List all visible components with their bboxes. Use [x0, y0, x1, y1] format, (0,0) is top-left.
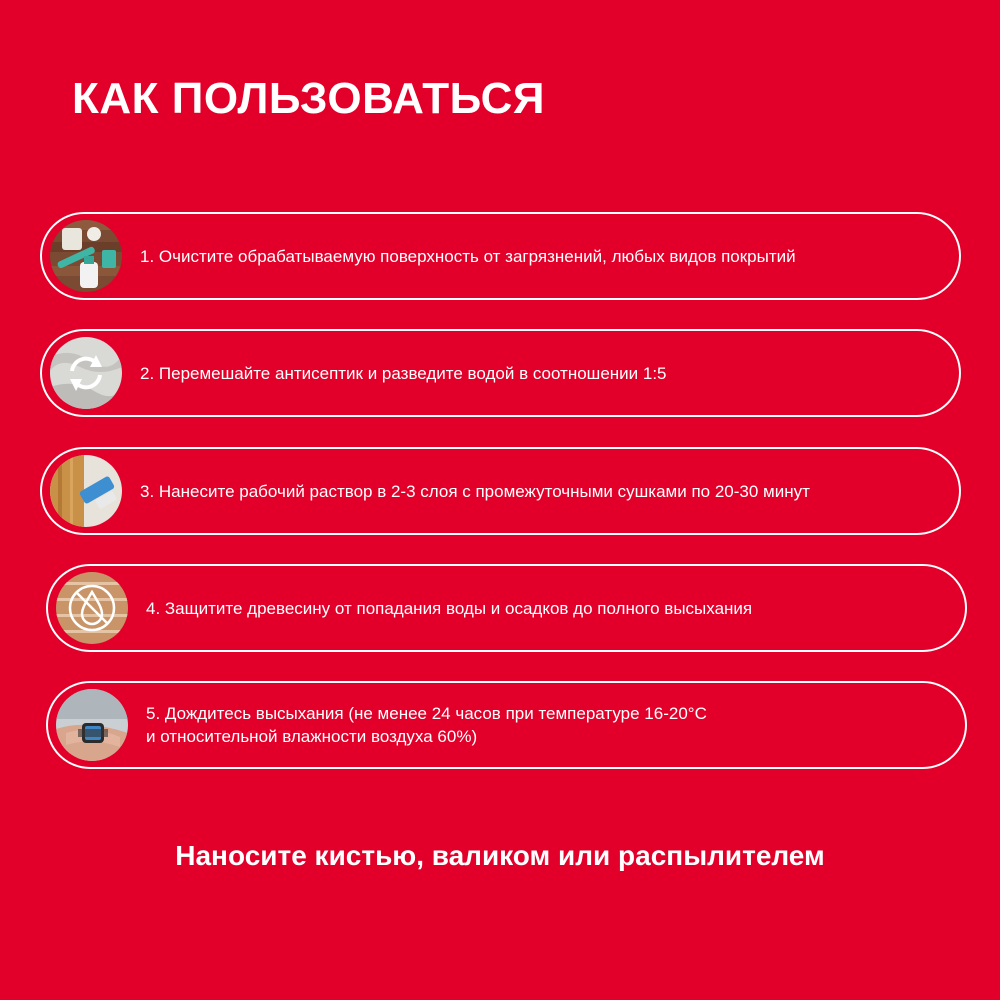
step-2-text — [140, 362, 667, 385]
step-1 — [40, 212, 961, 300]
cleaning-tools-icon — [50, 220, 122, 292]
step-4-text — [146, 597, 752, 620]
wristwatch-icon — [56, 689, 128, 761]
no-water-drop-icon — [56, 572, 128, 644]
step-3 — [40, 447, 961, 535]
step-3-line-1: 3. Нанесите рабочий раствор в 2-3 слоя с промежуточными сушками по 20-30 минут — [140, 481, 810, 501]
mixing-arrows-icon — [50, 337, 122, 409]
step-2 — [40, 329, 961, 417]
step-5 — [46, 681, 967, 769]
step-3-text — [140, 480, 810, 503]
page-title: КАК ПОЛЬЗОВАТЬСЯ — [72, 74, 546, 123]
step-5-text — [146, 702, 707, 748]
application-methods-caption: Наносите кистью, валиком или распылителем — [175, 840, 825, 871]
step-2-line-1: 2. Перемешайте антисептик и разведите водой в соотношении 1:5 — [140, 363, 667, 383]
step-5-line-2: и относительной влажности воздуха 60%) — [146, 727, 478, 746]
step-1-line-1: 1. Очистите обрабатываемую поверхность от загрязнений, любых видов покрытий — [140, 246, 796, 266]
paint-brush-icon — [50, 455, 122, 527]
step-5-line-1: 5. Дождитесь высыхания (не менее 24 часов при температуре 16-20°С — [146, 704, 707, 723]
step-1-text — [140, 245, 796, 268]
step-4-line-1: 4. Защитите древесину от попадания воды и осадков до полного высыхания — [146, 598, 753, 618]
step-4 — [46, 564, 967, 652]
